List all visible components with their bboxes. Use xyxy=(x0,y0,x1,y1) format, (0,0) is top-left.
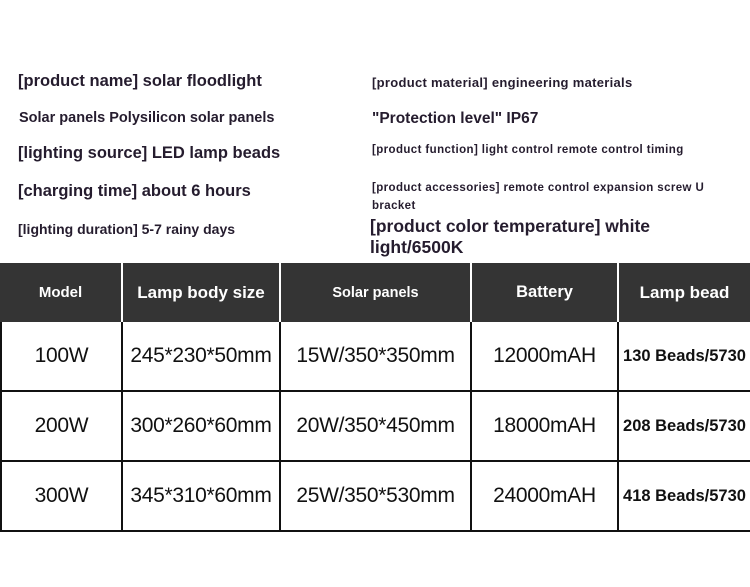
spec-protection-level: "Protection level" IP67 xyxy=(372,110,539,127)
header-battery: Battery xyxy=(470,263,617,322)
table-header-row xyxy=(0,263,750,322)
cell-lamp-bead: 208 Beads/5730 xyxy=(617,392,750,460)
table-row xyxy=(0,392,750,462)
spec-solar-panels: Solar panels Polysilicon solar panels xyxy=(19,110,275,126)
spec-charging-time: [charging time] about 6 hours xyxy=(18,182,251,200)
table-body xyxy=(0,322,750,532)
cell-lamp-body-size: 300*260*60mm xyxy=(121,392,279,460)
spec-product-name: [product name] solar floodlight xyxy=(18,72,262,90)
cell-battery: 12000mAH xyxy=(470,322,617,390)
header-model: Model xyxy=(38,284,83,301)
cell-solar-panels: 25W/350*530mm xyxy=(279,462,470,530)
cell-model: 100W xyxy=(0,322,121,390)
cell-model: 200W xyxy=(0,392,121,460)
cell-solar-panels: 20W/350*450mm xyxy=(279,392,470,460)
header-lamp-body-size: Lamp body size xyxy=(121,263,279,322)
cell-lamp-bead: 418 Beads/5730 xyxy=(617,462,750,530)
cell-solar-panels: 15W/350*350mm xyxy=(279,322,470,390)
cell-battery: 18000mAH xyxy=(470,392,617,460)
table-row xyxy=(0,322,750,392)
spec-color-temperature: [product color temperature] white light/6500K xyxy=(370,216,651,257)
header-solar-panels: Solar panels xyxy=(279,263,470,322)
spec-lighting-duration: [lighting duration] 5-7 rainy days xyxy=(18,221,236,237)
header-lamp-bead: Lamp bead xyxy=(617,263,750,322)
spec-product-material: [product material] engineering materials xyxy=(372,75,633,90)
spec-product-accessories: [product accessories] remote control expansion screw U bracket xyxy=(372,182,705,213)
spec-product-function: [product function] light control remote control timing xyxy=(372,144,684,156)
cell-model: 300W xyxy=(0,462,121,530)
cell-lamp-body-size: 245*230*50mm xyxy=(121,322,279,390)
spec-lighting-source: [lighting source] LED lamp beads xyxy=(18,144,281,162)
cell-lamp-bead: 130 Beads/5730 xyxy=(617,322,750,390)
cell-battery: 24000mAH xyxy=(470,462,617,530)
table-row xyxy=(0,462,750,532)
cell-lamp-body-size: 345*310*60mm xyxy=(121,462,279,530)
spec-table xyxy=(0,263,750,532)
